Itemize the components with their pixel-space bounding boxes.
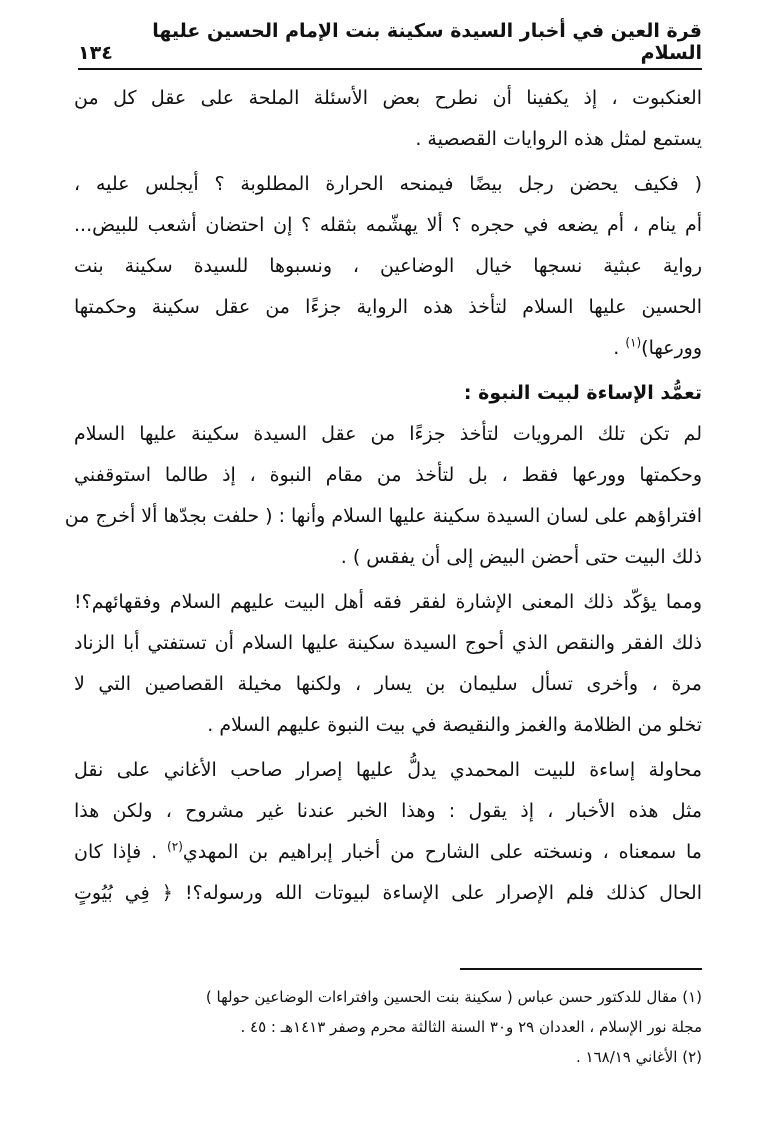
- paragraph-2: [74, 164, 702, 369]
- footnote-ref-1: (١): [625, 335, 642, 350]
- footnote-divider: [460, 968, 702, 970]
- paragraph-4: [74, 582, 702, 746]
- text-line: ومما يؤكّد ذلك المعنى الإشارة لفقر فقه أهل البيت عليهم السلام وفقهائهم؟!: [74, 591, 702, 613]
- text-line: [74, 328, 702, 369]
- text-line: الحسين عليها السلام لتأخذ هذه الرواية جزءًا من عقل سكينة وحكمتها: [74, 296, 702, 318]
- line-text: وورعها): [641, 337, 702, 359]
- text-line: افتراؤهم على لسان السيدة سكينة عليها السلام وأنها : ( حلفت بجدّها ألا أخرج من: [64, 505, 702, 527]
- text-line: ( فكيف يحضن رجل بيضًا فيمنحه الحرارة المطلوبة ؟ أيجلس عليه ،: [74, 173, 702, 195]
- paragraph-1: [74, 78, 702, 160]
- footnote-line: (١) مقال للدكتور حسن عباس ( سكينة بنت الحسين وافتراءات الوضاعين حولها ): [205, 988, 702, 1006]
- line-end: .: [613, 337, 626, 359]
- footnote-ref-2: (٢): [167, 839, 183, 854]
- section-heading: تعمُّد الإساءة لبيت النبوة :: [463, 382, 702, 404]
- footnotes: [74, 982, 702, 1072]
- main-text: [64, 78, 702, 914]
- text-line: تخلو من الظلامة والغمز والنقيصة في بيت النبوة عليهم السلام .: [207, 714, 702, 736]
- text-line: مرة ، وأخرى تسأل سليمان بن يسار ، ولكنها مخيلة القصاصين التي لا: [74, 673, 702, 695]
- text-line: ذلك البيت حتى أحضن البيض إلى أن يفقس ) .: [340, 546, 702, 568]
- line-text: ما سمعناه ، ونسخته على الشارح من أخبار إبراهيم بن المهدي: [182, 841, 702, 863]
- footnote-line: (٢) الأغاني ١٦٨/١٩ .: [575, 1048, 702, 1066]
- text-line: لم تكن تلك المرويات لتأخذ جزءًا من عقل السيدة سكينة عليها السلام: [74, 423, 702, 445]
- text-line: ذلك الفقر والنقص الذي أحوج السيدة سكينة عليها السلام أن تستفتي أبا الزناد: [74, 632, 702, 654]
- line-tail: . فإذا كان: [74, 841, 168, 863]
- running-title: قرة العين في أخبار السيدة سكينة بنت الإمام الحسين عليها السلام: [152, 20, 702, 64]
- paragraph-3: [64, 414, 702, 578]
- paragraph-5: [74, 750, 702, 914]
- text-line: العنكبوت ، إذ يكفينا أن نطرح بعض الأسئلة الملحة على عقل كل من: [74, 87, 702, 109]
- text-line: يستمع لمثل هذه الروايات القصصية .: [415, 128, 702, 150]
- running-header: [78, 20, 702, 70]
- text-line: رواية عبثية نسجها خيال الوضاعين ، ونسبوها للسيدة سكينة بنت: [74, 255, 702, 277]
- text-line: أم ينام ، أم يضعه في حجره ؟ ألا يهشّمه بثقله ؟ إن احتضان أشعب للبيض...: [74, 214, 702, 236]
- text-line: محاولة إساءة للبيت المحمدي يدلُّ عليها إصرار صاحب الأغاني على نقل: [74, 759, 702, 781]
- page-number: ١٣٤: [78, 42, 113, 64]
- text-line: وحكمتها وورعها فقط ، بل لتأخذ من مقام النبوة ، إذ طالما استوقفني: [74, 464, 702, 486]
- text-line: الحال كذلك فلم الإصرار على الإساءة لبيوتات الله ورسوله؟! ﴿ فِي بُيُوتٍ: [74, 882, 702, 904]
- text-line: [74, 832, 702, 873]
- footnote-line: مجلة نور الإسلام ، العددان ٢٩ و٣٠ السنة الثالثة محرم وصفر ١٤١٣هـ : ٤٥ .: [240, 1018, 702, 1036]
- text-line: مثل هذه الأخبار ، إذ يقول : وهذا الخبر عندنا غير مشروح ، ولكن هذا: [74, 800, 702, 822]
